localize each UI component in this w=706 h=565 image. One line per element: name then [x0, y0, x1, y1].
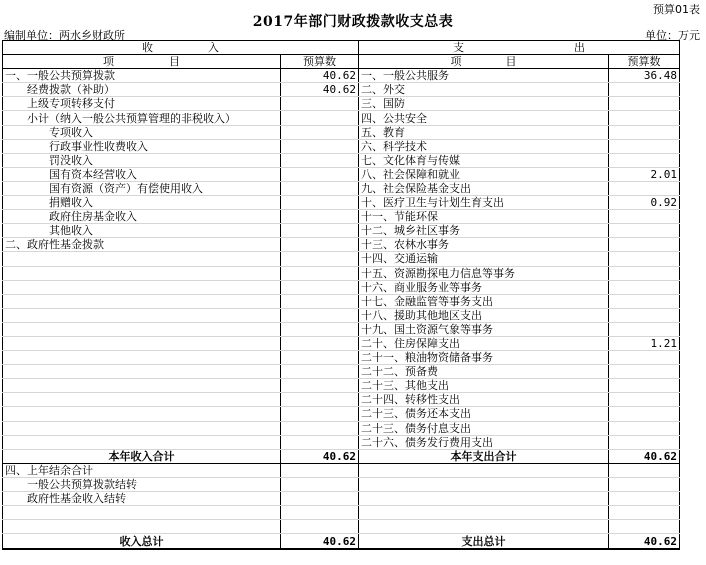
- expense-amount-cell: [609, 266, 680, 280]
- expense-item-cell: [359, 477, 609, 491]
- expense-amount-cell: 36.48: [609, 69, 680, 83]
- expense-item-cell: 二十三、其他支出: [359, 379, 609, 393]
- income-item-cell: 国有资本经营收入: [3, 167, 281, 181]
- expense-item-cell: 八、社会保障和就业: [359, 167, 609, 181]
- income-amount-cell: 40.62: [281, 449, 359, 463]
- income-amount-cell: [281, 139, 359, 153]
- income-amount-cell: [281, 196, 359, 210]
- income-item-cell: [3, 351, 281, 365]
- income-amount-cell: 40.62: [281, 83, 359, 97]
- expense-item-cell: 十六、商业服务业等事务: [359, 280, 609, 294]
- expense-amount-cell: [609, 463, 680, 477]
- income-item-cell: [3, 506, 281, 520]
- income-amount-cell: [281, 351, 359, 365]
- income-amount-cell: [281, 252, 359, 266]
- table-row: [3, 421, 680, 435]
- expense-item-cell: 十二、城乡社区事务: [359, 224, 609, 238]
- expense-amount-cell: [609, 210, 680, 224]
- expense-item-cell: 十一、节能环保: [359, 210, 609, 224]
- income-item-cell: 收入总计: [3, 534, 281, 550]
- table-row: [3, 463, 680, 477]
- expense-amount-cell: [609, 477, 680, 491]
- table-row: [3, 210, 680, 224]
- income-amount-cell: 40.62: [281, 534, 359, 550]
- expense-amount-cell: [609, 294, 680, 308]
- currency-unit: 单位：万元: [645, 29, 700, 42]
- expense-amount-cell: [609, 308, 680, 322]
- expense-amount-cell: [609, 252, 680, 266]
- expense-amount-cell: [609, 365, 680, 379]
- table-row: [3, 492, 680, 506]
- column-header-row: [3, 55, 680, 69]
- expense-amount-cell: [609, 280, 680, 294]
- income-item-cell: 二、政府性基金拨款: [3, 238, 281, 252]
- table-row: [3, 365, 680, 379]
- income-amount-cell: [281, 181, 359, 195]
- expense-item-cell: 七、文化体育与传媒: [359, 153, 609, 167]
- income-item-cell: [3, 520, 281, 534]
- expense-item-cell: [359, 492, 609, 506]
- income-amount-cell: [281, 379, 359, 393]
- expense-amount-cell: 2.01: [609, 167, 680, 181]
- table-row: [3, 224, 680, 238]
- income-item-cell: 政府性基金收入结转: [3, 492, 281, 506]
- income-amount-cell: [281, 463, 359, 477]
- page-title: 2017年部门财政拨款收支总表: [252, 14, 454, 30]
- table-row: [3, 153, 680, 167]
- income-item-cell: 本年收入合计: [3, 449, 281, 463]
- income-amount-cell: [281, 153, 359, 167]
- table-row: [3, 322, 680, 336]
- expense-amount-cell: [609, 125, 680, 139]
- income-amount-cell: [281, 238, 359, 252]
- table-row: [3, 238, 680, 252]
- compiling-unit: 编制单位：两水乡财政所: [4, 29, 125, 42]
- income-item-cell: 上级专项转移支付: [3, 97, 281, 111]
- expense-item-cell: 十四、交通运输: [359, 252, 609, 266]
- expense-amount-cell: [609, 351, 680, 365]
- income-item-cell: [3, 435, 281, 449]
- expense-item-cell: [359, 463, 609, 477]
- expense-item-cell: 十七、金融监管等事务支出: [359, 294, 609, 308]
- expense-header: 支 出: [359, 41, 680, 55]
- income-item-header: 项 目: [3, 55, 281, 69]
- expense-amount-cell: 0.92: [609, 196, 680, 210]
- expense-amount-cell: [609, 322, 680, 336]
- expense-amount-cell: [609, 435, 680, 449]
- expense-amount-cell: [609, 97, 680, 111]
- expense-item-cell: 本年支出合计: [359, 449, 609, 463]
- income-item-cell: [3, 336, 281, 350]
- income-amount-cell: [281, 492, 359, 506]
- income-item-cell: [3, 393, 281, 407]
- section-header-row: [3, 41, 680, 55]
- table-row: [3, 181, 680, 195]
- expense-amount-cell: [609, 238, 680, 252]
- expense-item-cell: [359, 520, 609, 534]
- income-item-cell: 经费拨款（补助）: [3, 83, 281, 97]
- expense-amount-cell: 40.62: [609, 449, 680, 463]
- expense-item-cell: 二十、住房保障支出: [359, 336, 609, 350]
- income-amount-cell: [281, 125, 359, 139]
- income-amount-cell: [281, 520, 359, 534]
- expense-amount-cell: [609, 407, 680, 421]
- table-row: [3, 336, 680, 350]
- income-amount-cell: [281, 280, 359, 294]
- table-row: [3, 506, 680, 520]
- income-amount-cell: [281, 393, 359, 407]
- expense-amount-cell: [609, 506, 680, 520]
- expense-item-cell: 二十一、粮油物资储备事务: [359, 351, 609, 365]
- expense-item-cell: 十三、农林水事务: [359, 238, 609, 252]
- table-row: [3, 167, 680, 181]
- expense-amount-cell: [609, 139, 680, 153]
- expense-amount-cell: 1.21: [609, 336, 680, 350]
- expense-item-cell: 十五、资源勘探电力信息等事务: [359, 266, 609, 280]
- expense-item-cell: 十九、国土资源气象等事务: [359, 322, 609, 336]
- income-item-cell: [3, 379, 281, 393]
- table-row: [3, 111, 680, 125]
- budget-table: [2, 40, 680, 550]
- income-amount-cell: [281, 336, 359, 350]
- expense-item-cell: 二十三、债务还本支出: [359, 407, 609, 421]
- expense-item-cell: 二十三、债务付息支出: [359, 421, 609, 435]
- expense-item-cell: 二十四、转移性支出: [359, 393, 609, 407]
- table-row: [3, 294, 680, 308]
- table-row: [3, 393, 680, 407]
- expense-item-cell: 四、公共安全: [359, 111, 609, 125]
- expense-item-cell: 九、社会保险基金支出: [359, 181, 609, 195]
- expense-amount-header: 预算数: [609, 55, 680, 69]
- income-item-cell: [3, 308, 281, 322]
- income-item-cell: [3, 365, 281, 379]
- income-item-cell: 一般公共预算拨款结转: [3, 477, 281, 491]
- income-amount-cell: [281, 210, 359, 224]
- table-row: [3, 97, 680, 111]
- income-amount-cell: [281, 111, 359, 125]
- income-item-cell: 行政事业性收费收入: [3, 139, 281, 153]
- income-item-cell: [3, 266, 281, 280]
- expense-item-cell: 一、一般公共服务: [359, 69, 609, 83]
- income-item-cell: [3, 252, 281, 266]
- income-item-cell: 其他收入: [3, 224, 281, 238]
- income-amount-cell: [281, 308, 359, 322]
- income-amount-cell: [281, 266, 359, 280]
- table-row: [3, 407, 680, 421]
- table-row: [3, 252, 680, 266]
- expense-item-cell: 二、外交: [359, 83, 609, 97]
- income-item-cell: 罚没收入: [3, 153, 281, 167]
- year-total-row: [3, 449, 680, 463]
- income-item-cell: [3, 421, 281, 435]
- expense-item-cell: 二十六、债务发行费用支出: [359, 435, 609, 449]
- income-amount-cell: [281, 322, 359, 336]
- table-row: [3, 351, 680, 365]
- expense-item-cell: 二十二、预备费: [359, 365, 609, 379]
- income-amount-cell: [281, 435, 359, 449]
- income-item-cell: 一、一般公共预算拨款: [3, 69, 281, 83]
- income-item-cell: 国有资源（资产）有偿使用收入: [3, 181, 281, 195]
- expense-item-cell: 支出总计: [359, 534, 609, 550]
- table-row: [3, 379, 680, 393]
- income-item-cell: [3, 407, 281, 421]
- expense-item-cell: 六、科学技术: [359, 139, 609, 153]
- income-item-cell: 小计（纳入一般公共预算管理的非税收入）: [3, 111, 281, 125]
- expense-item-cell: 十、医疗卫生与计划生育支出: [359, 196, 609, 210]
- expense-item-cell: 三、国防: [359, 97, 609, 111]
- income-item-cell: 四、上年结余合计: [3, 463, 281, 477]
- income-amount-cell: [281, 407, 359, 421]
- form-number: 预算01表: [653, 3, 700, 16]
- expense-amount-cell: [609, 393, 680, 407]
- expense-item-cell: [359, 506, 609, 520]
- income-amount-cell: [281, 97, 359, 111]
- expense-amount-cell: [609, 520, 680, 534]
- expense-amount-cell: [609, 492, 680, 506]
- table-row: [3, 435, 680, 449]
- income-amount-cell: [281, 365, 359, 379]
- table-row: [3, 520, 680, 534]
- table-row: [3, 308, 680, 322]
- income-amount-cell: [281, 506, 359, 520]
- income-header: 收 入: [3, 41, 359, 55]
- table-row: [3, 83, 680, 97]
- income-item-cell: 政府住房基金收入: [3, 210, 281, 224]
- expense-amount-cell: [609, 421, 680, 435]
- expense-item-cell: 十八、援助其他地区支出: [359, 308, 609, 322]
- expense-amount-cell: [609, 224, 680, 238]
- income-item-cell: [3, 294, 281, 308]
- expense-amount-cell: 40.62: [609, 534, 680, 550]
- income-item-cell: 捐赠收入: [3, 196, 281, 210]
- expense-amount-cell: [609, 111, 680, 125]
- table-row: [3, 69, 680, 83]
- table-row: [3, 280, 680, 294]
- income-amount-cell: [281, 294, 359, 308]
- expense-amount-cell: [609, 379, 680, 393]
- table-row: [3, 139, 680, 153]
- income-amount-cell: [281, 421, 359, 435]
- expense-amount-cell: [609, 83, 680, 97]
- expense-item-header: 项 目: [359, 55, 609, 69]
- income-amount-cell: [281, 477, 359, 491]
- table-row: [3, 125, 680, 139]
- expense-item-cell: 五、教育: [359, 125, 609, 139]
- income-amount-cell: 40.62: [281, 69, 359, 83]
- grand-total-row: [3, 534, 680, 550]
- expense-amount-cell: [609, 181, 680, 195]
- income-amount-cell: [281, 224, 359, 238]
- income-amount-header: 预算数: [281, 55, 359, 69]
- income-item-cell: [3, 322, 281, 336]
- income-amount-cell: [281, 167, 359, 181]
- expense-amount-cell: [609, 153, 680, 167]
- table-row: [3, 266, 680, 280]
- table-row: [3, 477, 680, 491]
- income-item-cell: 专项收入: [3, 125, 281, 139]
- income-item-cell: [3, 280, 281, 294]
- table-row: [3, 196, 680, 210]
